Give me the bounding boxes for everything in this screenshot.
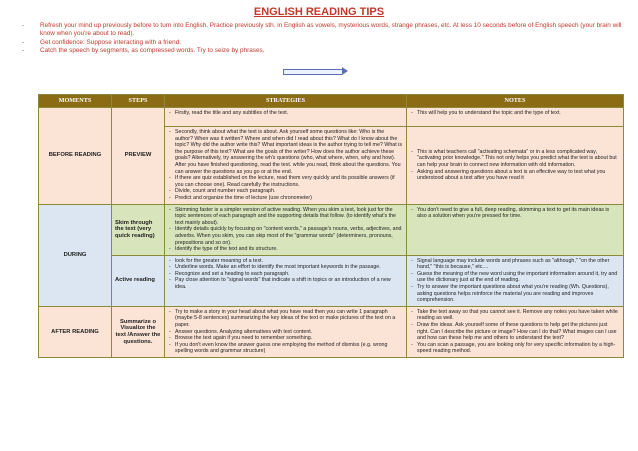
strategy-item: - Browse the text again if you need to remember something. bbox=[168, 335, 403, 342]
header-moments: MOMENTS bbox=[39, 95, 112, 108]
note-cell bbox=[407, 127, 624, 205]
reading-tips-table bbox=[38, 94, 624, 358]
step-active-reading: Active reading bbox=[112, 255, 165, 306]
strategy-item: - look for the greater meaning of a text. bbox=[168, 258, 403, 265]
header-strategies: STRATEGIES bbox=[165, 95, 407, 108]
table-row bbox=[39, 108, 624, 127]
note-cell bbox=[407, 108, 624, 127]
strategy-cell bbox=[165, 108, 407, 127]
intro-item: - Refresh your mind up previously before to turn into English. Practice previously sth. in English as vowels, mysterious words, strange phrases, etc. At less 10 seconds before of English speech (your brain will know when you're about to read). bbox=[28, 22, 628, 39]
table-row bbox=[39, 306, 624, 357]
note-item: - Try to answer the important questions about what you're reading (Wh. Questions), asking questions helps reinforce the material you are reading and improves comprehension. bbox=[410, 284, 620, 304]
strategy-item: - Identify details quickly by focusing on "content words," a passage's nouns, verbs, adjectives, and adverbs. When you skim, you can skip most of the "grammar words" (determiners, pronouns, prepositions and so on). bbox=[168, 226, 403, 246]
intro-item: - Catch the speech by segments, as compressed words. Try to seize by phrases. bbox=[28, 47, 628, 55]
strategy-cell bbox=[165, 255, 407, 306]
note-cell bbox=[407, 255, 624, 306]
strategy-item: - Skimming faster is a simpler version of active reading. When you skim a text, look just for the topic sentences of each paragraph and the supporting details that follow. (to identify what's the text mainly about). bbox=[168, 207, 403, 227]
note-item: - Asking and answering questions about a text is an effective way to test what you understood about a text after you have read it bbox=[410, 169, 620, 182]
strategy-item: - If you don't even know the answer guess one employing the method of dismiss (e.g. wrong spelling words and grammar structure) bbox=[168, 342, 403, 355]
note-item: - Take the text away so that you cannot see it. Remove any notes you have taken while reading as well. bbox=[410, 309, 620, 322]
note-item: - This will help you to understand the topic and the type of text. bbox=[410, 110, 620, 117]
step-skim: Skim through the text (very quick reading) bbox=[112, 204, 165, 255]
strategy-item: - Pay close attention to "signal words" that indicate a shift in topics or an introduction of a new idea. bbox=[168, 277, 403, 290]
note-item: - Guess the meaning of the new word using the important information around it, try and use the dictionary just at the end of reading. bbox=[410, 271, 620, 284]
strategy-item: - Firstly, read the title and any subtitles of the text. bbox=[168, 110, 403, 117]
table-row bbox=[39, 204, 624, 255]
page-title: ENGLISH READING TIPS bbox=[253, 6, 385, 18]
note-item: - You can scan a passage, you are looking only for very specific information by a high-speed reading method. bbox=[410, 342, 620, 355]
note-item: - This is what teachers call "activating schemata" or in a less complicated way, "activating prior knowledge." This not only helps you predict what the text is about but can help your brain to connect new information with old information. bbox=[410, 149, 620, 169]
note-item: - You don't need to give a full, deep reading, skimming a text to get its main ideas is also a solution when you're pressed for time. bbox=[410, 207, 620, 220]
strategy-cell bbox=[165, 204, 407, 255]
strategy-item: - Underline words. Make an effort to identify the most important keywords in the passage. bbox=[168, 264, 403, 271]
note-cell bbox=[407, 204, 624, 255]
strategy-cell bbox=[165, 306, 407, 357]
table-row bbox=[39, 255, 624, 306]
intro-item: - Get confidence: Suppose interacting with a friend. bbox=[28, 39, 628, 47]
strategy-item: - Secondly, think about what the text is about. Ask yourself some questions like: Who is the author? When was it written? Where and when did I read about this? What do I know about the topic? Why did the author write this? What important ideas is the author trying to tell me? What is the purpose of this text? What are the goals of the writer? How does the author achieve these goals? Alternatively, try answering the wh's questions (who, what where, when, why and how). After you have finished questioning, read the text. while you read, think about the questions. You can answer the questions as you go or at the end. bbox=[168, 129, 403, 175]
moment-before-reading: BEFORE READING bbox=[39, 108, 112, 205]
strategy-item: - Recognize and set a heading to each paragraph. bbox=[168, 271, 403, 278]
step-summarize: Summarize o Visualize the text /Answer the questions. bbox=[112, 306, 165, 357]
strategy-item: - Divide, count and number each paragraph. bbox=[168, 188, 403, 195]
note-item: - Signal language may include words and phrases such as "although," "on the other hand," "this is because," etc.... bbox=[410, 258, 620, 271]
step-preview: PREVIEW bbox=[112, 108, 165, 205]
moment-after-reading: AFTER READING bbox=[39, 306, 112, 357]
moment-during: DURING bbox=[39, 204, 112, 306]
strategy-item: - If there are quiz established on the lecture, read them very quickly and its possible answers (if you can choose one). Read carefully the instructions. bbox=[168, 175, 403, 188]
strategy-item: - Try to make a story in your head about what you have read then you can write 1 paragraph (maybe 5-8 sentences) summarizing the key ideas of the text or make pictures of the text on a paper. bbox=[168, 309, 403, 329]
intro-list bbox=[28, 22, 628, 56]
strategy-item: - Predict and organize the time of lecture (use chronometer) bbox=[168, 195, 403, 202]
strategy-item: - Answer questions. Analyzing alternatives with text content. bbox=[168, 329, 403, 336]
right-arrow-icon bbox=[283, 69, 342, 75]
strategy-item: - Identify the type of the text and its structure. bbox=[168, 246, 403, 253]
header-steps: STEPS bbox=[112, 95, 165, 108]
note-cell bbox=[407, 306, 624, 357]
table-header-row bbox=[39, 95, 624, 108]
strategy-cell bbox=[165, 127, 407, 205]
note-item: - Draw the ideas. Ask yourself some of these questions to help get the pictures just right. Can I describe the picture or image? How can I do that? What images can I use and how can these help me and others to understand the text? bbox=[410, 322, 620, 342]
header-notes: NOTES bbox=[407, 95, 624, 108]
